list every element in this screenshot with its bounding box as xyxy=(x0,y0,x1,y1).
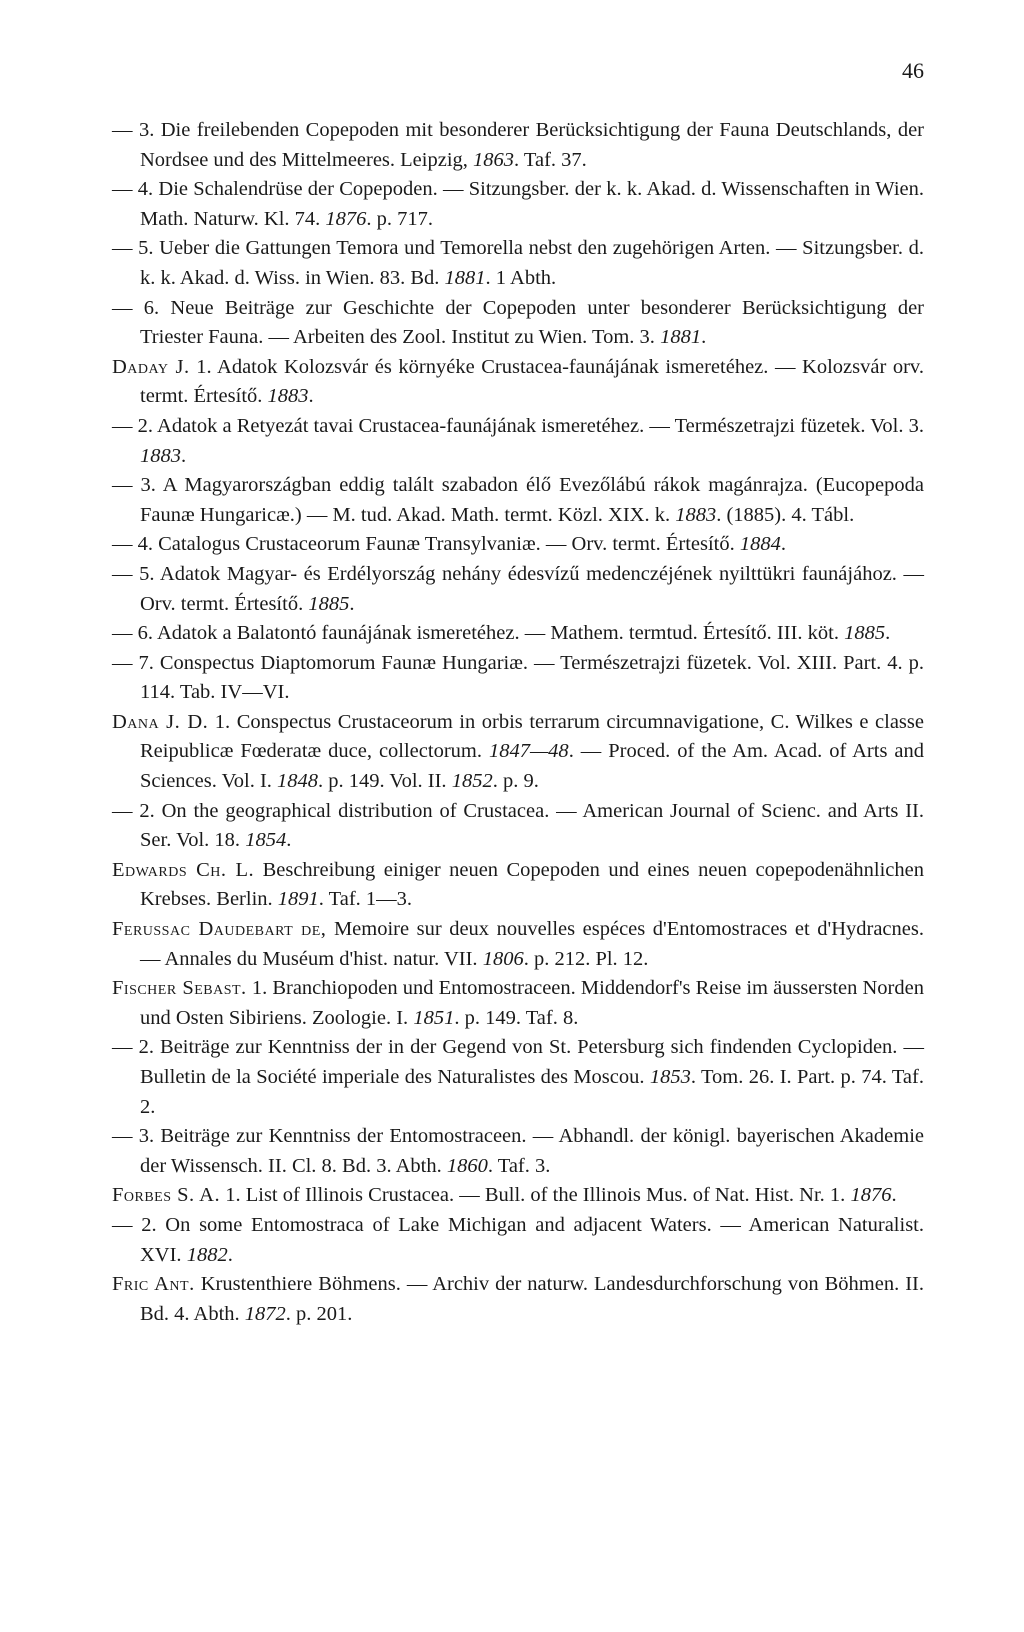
bibliography-entry xyxy=(112,797,924,856)
entry-number: — 3. xyxy=(112,119,155,141)
bibliography-entry xyxy=(112,234,924,293)
publication-year: 1883 xyxy=(267,385,309,408)
bibliography-entry xyxy=(112,649,924,708)
entry-text: . xyxy=(227,1243,233,1266)
entry-text: . Taf. 37. xyxy=(514,148,587,171)
entry-text: . p. 149. Taf. 8. xyxy=(454,1006,579,1029)
publication-year: 1806 xyxy=(482,947,524,970)
entry-number: — 6. xyxy=(112,622,153,645)
publication-year: 1860 xyxy=(446,1154,488,1177)
bibliography-entry xyxy=(112,1181,924,1211)
bibliography-entry xyxy=(112,1270,924,1329)
entry-text: . Tom. 26. I. Part. p. 74. Taf. 2. xyxy=(140,1066,924,1118)
publication-year: 1881 xyxy=(660,326,702,349)
entry-text: . p. 212. Pl. 12. xyxy=(523,947,649,970)
entry-text: Catalogus Crustaceorum Faunæ Transylvaniæ. — Orv. termt. Értesítő. xyxy=(153,533,740,556)
entry-number: — 3. xyxy=(112,1125,155,1148)
entry-text: . xyxy=(780,533,786,556)
publication-year: 1853 xyxy=(649,1066,691,1088)
entry-number: — 7. xyxy=(112,651,154,674)
bibliography-entry xyxy=(112,530,924,560)
entry-number: — 3. xyxy=(112,474,156,497)
bibliography-entry xyxy=(112,294,924,353)
publication-year: 1852 xyxy=(451,770,493,793)
entry-text: Beschreibung einiger neuen Copepoden und eines neuen copepodenähnlichen Krebses. Berlin. xyxy=(140,858,924,911)
publication-year: 1885 xyxy=(844,622,886,645)
bibliography-entry xyxy=(112,116,924,175)
entry-text: . 1 Abth. xyxy=(485,266,557,289)
publication-year: 1884 xyxy=(739,533,781,556)
bibliography-entry xyxy=(112,974,924,1033)
entry-number: — 6. xyxy=(112,296,160,319)
publication-year: 1881 xyxy=(444,266,486,289)
bibliography-entry xyxy=(112,175,924,234)
bibliography-entry xyxy=(112,1211,924,1270)
page-number: 46 xyxy=(902,58,924,83)
entry-text: . xyxy=(349,592,355,615)
publication-year: 1883 xyxy=(675,503,717,526)
entry-text: 1. List of Illinois Crustacea. — Bull. of the Illinois Mus. of Nat. Hist. Nr. 1. xyxy=(220,1184,851,1207)
bibliography-entry xyxy=(112,412,924,471)
author-name: Forbes S. A. xyxy=(112,1184,221,1207)
entry-text: 1. Conspectus Crustaceorum in orbis terrarum circumnavigatione, C. Wilkes e classe Reipublicæ Fœderatæ duce, collectorum. xyxy=(140,710,924,763)
bibliography-entry xyxy=(112,560,924,619)
publication-year: 1885 xyxy=(308,592,350,615)
entry-text: On the geographical distribution of Crustacea. — American Journal of Scienc. and Arts II. Ser. Vol. 18. xyxy=(140,799,925,852)
entry-text: . xyxy=(885,622,891,645)
entry-text: Neue Beiträge zur Geschichte der Copepoden unter besonderer Berücksichtigung der Triester Fauna. — Arbeiten des Zool. Institut zu Wien. Tom. 3. xyxy=(140,296,924,349)
entry-text: Memoire sur deux nouvelles espéces d'Entomostraces et d'Hydracnes. — Annales du Muséum d'hist. natur. VII. xyxy=(140,918,924,970)
publication-year: 1848 xyxy=(277,770,319,793)
publication-year: 1851 xyxy=(413,1006,455,1029)
bibliography-entry xyxy=(112,471,924,530)
bibliography-list xyxy=(112,116,924,1329)
entry-text: . xyxy=(308,385,314,408)
entry-number: — 2. xyxy=(112,799,155,822)
entry-text: 1. Branchiopoden und Entomostraceen. Middendorf's Reise im äussersten Norden und Osten Sibiriens. Zoologie. I. xyxy=(140,977,924,1029)
entry-number: — 5. xyxy=(112,562,155,585)
entry-number: — 2. xyxy=(112,1036,154,1059)
author-name: Dana J. D. xyxy=(112,710,209,733)
entry-number: — 4. xyxy=(112,178,154,201)
bibliography-entry xyxy=(112,708,924,797)
author-name: Ferussac Daudebart de, xyxy=(112,918,327,941)
entry-text: . xyxy=(891,1184,897,1207)
entry-text: . p. 201. xyxy=(285,1302,353,1325)
publication-year: 1891 xyxy=(277,888,319,911)
entry-text: Krustenthiere Böhmens. — Archiv der naturw. Landesdurchforschung von Böhmen. II. Bd. 4. Abth. xyxy=(140,1273,924,1325)
publication-year: 1876 xyxy=(850,1184,892,1207)
entry-text: A Magyarországban eddig talált szabadon élő Evezőlábú rákok magánrajza. (Eucopepoda Faunæ Hungaricæ.) — M. tud. Akad. Math. termt. Közl. XIX. k. xyxy=(140,474,924,526)
entry-number: — 5. xyxy=(112,237,154,260)
entry-number: — 4. xyxy=(112,533,153,556)
entry-text: Beiträge zur Kenntniss der in der Gegend von St. Petersburg sich findenden Cyclopiden. — Bulletin de la Société imperiale des Naturalistes des Moscou. xyxy=(140,1036,924,1088)
entry-text: Adatok Magyar- és Erdélyország nehány édesvízű medenczéjének nyilttükri faunájához. — Orv. termt. Értesítő. xyxy=(140,562,924,615)
bibliography-entry xyxy=(112,856,924,915)
entry-text: . Taf. 3. xyxy=(487,1154,551,1177)
entry-text: Ueber die Gattungen Temora und Temorella nebst den zugehörigen Arten. — Sitzungsber. d. k. k. Akad. d. Wiss. in Wien. 83. Bd. xyxy=(140,237,924,289)
entry-text: Die Schalendrüse der Copepoden. — Sitzungsber. der k. k. Akad. d. Wissenschaften in Wien. Math. Naturw. Kl. 74. xyxy=(140,178,925,230)
publication-year: 1872 xyxy=(244,1302,286,1325)
entry-text: . Taf. 1—3. xyxy=(318,888,413,911)
bibliography-entry xyxy=(112,619,924,649)
bibliography-entry xyxy=(112,353,924,412)
entry-text: Beiträge zur Kenntniss der Entomostraceen. — Abhandl. der königl. bayerischen Akademie der Wissensch. II. Cl. 8. Bd. 3. Abth. xyxy=(140,1125,924,1177)
bibliography-entry xyxy=(112,1033,924,1122)
entry-text: . — Proced. of the Am. Acad. of Arts and Sciences. Vol. I. xyxy=(140,740,924,793)
publication-year: 1883 xyxy=(140,444,181,467)
entry-text: . p. 9. xyxy=(492,770,539,793)
entry-text: . xyxy=(701,326,707,349)
entry-text: . xyxy=(286,829,292,852)
entry-number: — 2. xyxy=(112,414,154,437)
publication-year: 1854 xyxy=(245,829,287,852)
entry-number: — 2. xyxy=(112,1213,157,1236)
entry-text: Die freilebenden Copepoden mit besonderer Berücksichtigung der Fauna Deutschlands, der Nordsee und des Mittelmeeres. Leipzig, xyxy=(140,119,924,171)
entry-text: Adatok a Retyezát tavai Crustacea-faunájának ismeretéhez. — Természetrajzi füzetek. Vol. 3. xyxy=(153,414,925,437)
author-name: Fric Ant. xyxy=(112,1273,195,1296)
bibliography-entry xyxy=(112,915,924,974)
author-name: Fischer Sebast. xyxy=(112,977,247,1000)
author-name: Edwards Ch. L. xyxy=(112,858,255,881)
author-name: Daday J. xyxy=(112,355,190,378)
entry-text: . p. 717. xyxy=(366,207,434,230)
entry-text: . xyxy=(181,444,187,467)
publication-year: 1882 xyxy=(186,1243,228,1266)
bibliography-entry xyxy=(112,1122,924,1181)
entry-text: . (1885). 4. Tábl. xyxy=(716,503,855,526)
publication-year: 1863 xyxy=(473,148,515,171)
entry-text: . p. 149. Vol. II. xyxy=(318,770,452,793)
entry-text: Conspectus Diaptomorum Faunæ Hungariæ. — Természetrajzi füzetek. Vol. XIII. Part. 4. p. 114. Tab. IV—VI. xyxy=(140,651,925,704)
publication-year: 1876 xyxy=(325,207,367,230)
publication-year: 1847—48 xyxy=(488,740,569,763)
entry-text: On some Entomostraca of Lake Michigan and adjacent Waters. — American Naturalist. XVI. xyxy=(140,1213,924,1266)
entry-text: Adatok a Balatontó faunájának ismeretéhez. — Mathem. termtud. Értesítő. III. köt. xyxy=(153,622,845,645)
entry-text: 1. Adatok Kolozsvár és környéke Crustacea-faunájának ismeretéhez. — Kolozsvár orv. termt. Értesítő. xyxy=(140,355,924,408)
